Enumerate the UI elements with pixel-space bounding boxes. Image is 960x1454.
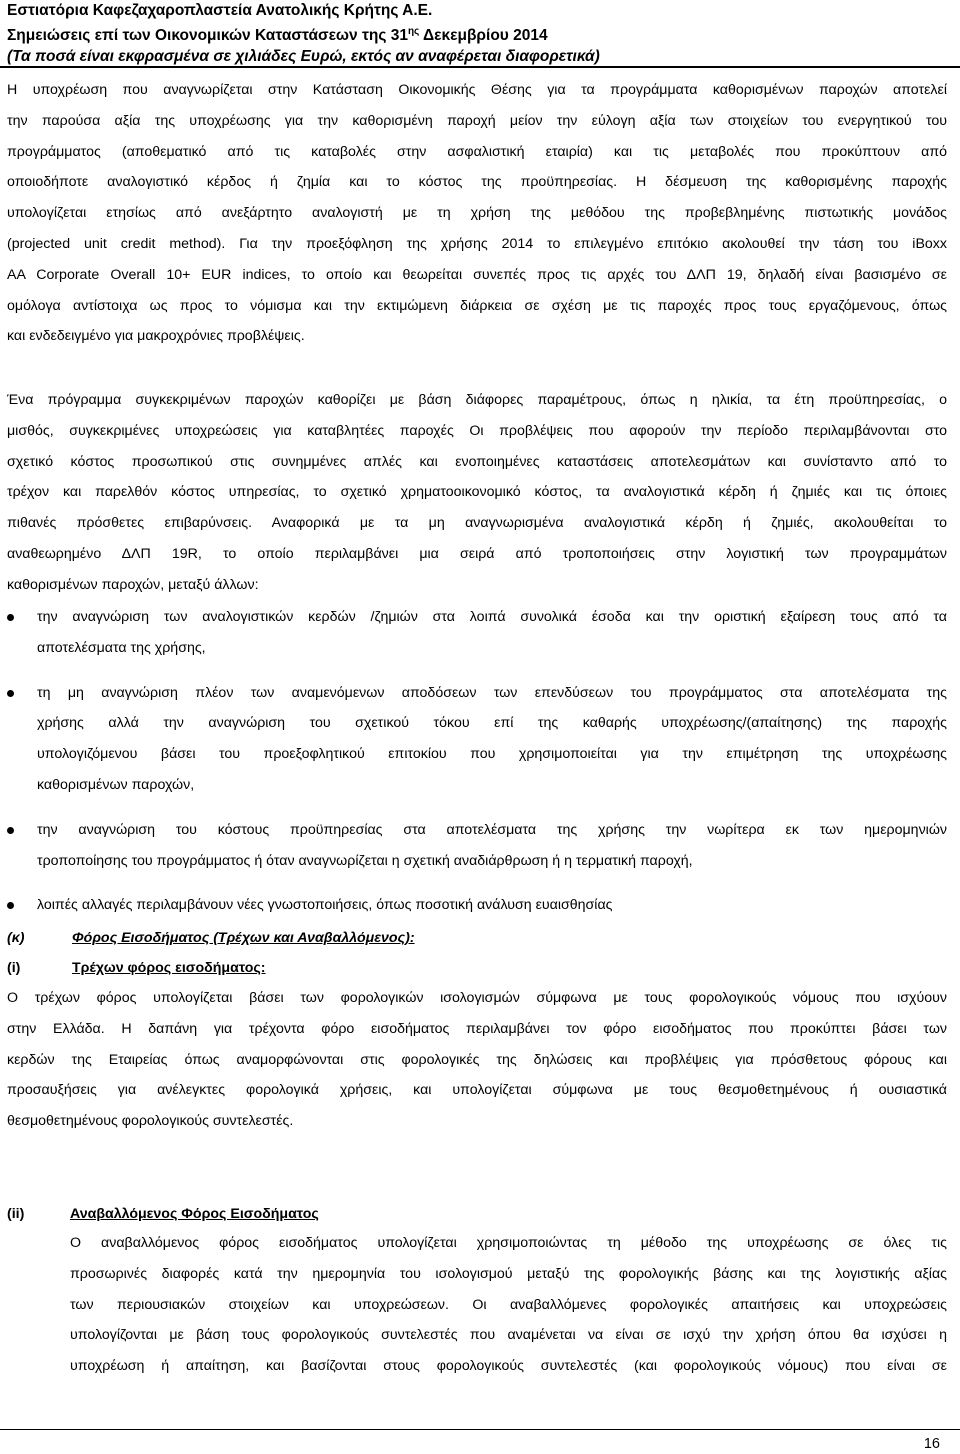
section-k-label: (κ) — [7, 930, 25, 946]
page-number: 16 — [923, 1436, 940, 1452]
text-line: Ο αναβαλλόμενος φόρος εισοδήματος υπολογίζεται χρησιμοποιώντας τη μέθοδο της υποχρέωσης σε όλες τις — [70, 1235, 947, 1251]
text-line: αναθεωρημένο ΔΛΠ 19R, το οποίο περιλαμβάνει μια σειρά από τροποποιήσεις στην λογιστική των προγραμμάτων — [7, 545, 947, 562]
text-line: πιθανές πρόσθετες επιβαρύνσεις. Αναφορικά με τα μη αναγνωρισμένα αναλογιστικά κέρδη ή ζημιές, ακολουθείται το — [7, 515, 947, 532]
section-ii-label: (ii) — [7, 1206, 25, 1222]
text-line: Ο τρέχων φόρος υπολογίζεται βάσει των φορολογικών ισολογισμών σύμφωνα με τους φορολογικούς νόμους που ισχύουν — [7, 990, 947, 1006]
text-line: θεσμοθετημένους φορολογικούς συντελεστές. — [7, 1113, 294, 1130]
text-line: και ενδεδειγμένο για μακροχρόνιες προβλέψεις. — [7, 328, 305, 345]
title-text: Σημειώσεις επί των Οικονομικών Καταστάσεων της 31 — [7, 27, 408, 45]
footer-rule — [0, 1429, 960, 1430]
text-line: λοιπές αλλαγές περιλαμβάνουν νέες γνωστοποιήσεις, όπως ποσοτική ανάλυση ευαισθησίας — [37, 897, 613, 914]
text-line: προγράμματος (αποθεματικό από τις καταβολές στην ασφαλιστική εταιρία) και τις μεταβολές που προκύπτουν από — [7, 143, 947, 160]
text-line: υποχρέωση ή απαίτηση, και βασίζονται στους φορολογικούς συντελεστές (και φορολογικούς νόμους) που είναι σε — [70, 1358, 947, 1375]
text-line: οποιοδήποτε αναλογιστικό κέρδος ή ζημία και το κόστος της προϋπηρεσίας. Η δέσμευση της καθορισμένης παροχής — [7, 174, 947, 191]
section-k-title: Φόρος Εισοδήματος (Τρέχων και Αναβαλλόμενος): — [72, 930, 415, 946]
document-title — [7, 21, 600, 46]
bullet-icon — [7, 902, 14, 909]
text-line: Ένα πρόγραμμα συγκεκριμένων παροχών καθορίζει με βάση διάφορες παραμέτρους, όπως η ηλικία, τα έτη προϋπηρεσίας, ο — [7, 392, 947, 408]
text-line: AA Corporate Overall 10+ EUR indices, το οποίο και θεωρείται συνεπές προς τις αρχές του ΔΛΠ 19, δηλαδή είναι βασισμένο σε — [7, 266, 947, 283]
company-name: Εστιατόρια Καφεζαχαροπλαστεία Ανατολικής Κρήτης Α.Ε. — [7, 2, 433, 19]
text-line: προσωρινές διαφορές κατά την ημερομηνία του ισολογισμού μεταξύ της φορολογικής βάσης και της λογιστικής αξίας — [70, 1265, 947, 1282]
text-line: τροποποίησης του προγράμματος ή όταν αναγνωρίζεται η σχετική αναδιάρθρωση ή η τερματική παροχή, — [37, 852, 693, 869]
text-line: καθορισμένων παροχών, μεταξύ άλλων: — [7, 576, 259, 593]
section-ii-title: Αναβαλλόμενος Φόρος Εισοδήματος — [70, 1206, 319, 1222]
text-line: στην Ελλάδα. Η δαπάνη για τρέχοντα φόρο εισοδήματος περιλαμβάνει τον φόρο εισοδήματος που προκύπτει βάσει των — [7, 1020, 947, 1037]
text-line: αποτελέσματα της χρήσης, — [37, 639, 206, 656]
list-item — [7, 890, 947, 921]
text-line: σχετικό κόστος προσωπικού στις συνημμένες απλές και ενοποιημένες καταστάσεις αποτελεσμάτων και συνίσταντο από το — [7, 453, 947, 470]
text-line: των περιουσιακών στοιχείων και υποχρεώσεων. Οι αναβαλλόμενες φορολογικές απαιτήσεις και υποχρεώσεις — [70, 1296, 947, 1313]
list-item — [7, 602, 947, 664]
text-line: τρέχον και παρελθόν κόστος υπηρεσίας, το σχετικό χρηματοοικονομικό κόστος, τα αναλογιστικά κέρδη ή ζημιές και τις όποιες — [7, 484, 947, 501]
paragraph-benefit-plan — [7, 385, 947, 601]
section-i-title: Τρέχων φόρος εισοδήματος: — [72, 960, 266, 976]
text-line: υπολογιζόμενου βάσει του προεξοφλητικού επιτοκίου που χρησιμοποιείται για την επιμέτρηση της υποχρέωσης — [37, 746, 947, 763]
text-line: την παρούσα αξία της υποχρέωσης για την καθορισμένη παροχή μείον την εύλογη αξία των στοιχείων του ενεργητικού του — [7, 112, 947, 129]
text-line: ομόλογα αντίστοιχα ως προς το νόμισμα και την εκτιμώμενη διάρκεια σε σχέση με τις παροχές προς τους εργαζόμενους, όπως — [7, 297, 947, 314]
bullet-icon — [7, 614, 14, 621]
section-i-heading — [7, 958, 266, 978]
text-line: την αναγνώριση του κόστους προϋπηρεσίας στα αποτελέσματα της χρήσης την νωρίτερα εκ των ημερομηνιών — [37, 821, 947, 838]
text-line: την αναγνώριση των αναλογιστικών κερδών /ζημιών στα λοιπά συνολικά έσοδα και την οριστική εξαίρεση τους από τα — [37, 609, 947, 625]
text-line: υπολογίζονται με βάση τους φορολογικούς συντελεστές που αναμένεται να είναι σε ισχύ την χρήση όπου θα ισχύσει η — [70, 1327, 947, 1344]
list-item — [7, 678, 947, 801]
paragraph-current-tax — [7, 983, 947, 1137]
text-line: μισθός, συγκεκριμένες υποχρεώσεις για καταβλητέες παροχές Οι προβλέψεις που αφορούν την περίοδο περιλαμβάνονται στο — [7, 422, 947, 439]
text-line: τη μη αναγνώριση πλέον των αναμενόμενων αποδόσεων των επενδύσεων του προγράμματος στα αποτελέσματα της — [37, 684, 947, 701]
text-line: κερδών της Εταιρείας όπως αναμορφώνονται στις φορολογικές της δηλώσεις και προβλέψεις για πρόσθετους φόρους και — [7, 1051, 947, 1068]
section-ii-heading — [7, 1204, 319, 1224]
header-rule — [0, 66, 960, 68]
text-line: (projected unit credit method). Για την προεξόφληση της χρήσης 2014 το επιλεγμένο επιτόκιο ακολουθεί την τάση του iBoxx — [7, 235, 947, 252]
document-subtitle: (Τα ποσά είναι εκφρασμένα σε χιλιάδες Ευρώ, εκτός αν αναφέρεται διαφορετικά) — [7, 48, 600, 66]
page-header — [7, 0, 600, 67]
text-line: υπολογίζεται ετησίως από ανεξάρτητο αναλογιστή με τη χρήση της μεθόδου της προβεβλημένης πιστωτικής μονάδος — [7, 205, 947, 222]
text-line: Η υποχρέωση που αναγνωρίζεται στην Κατάσταση Οικονομικής Θέσης για τα προγράμματα καθορισμένων παροχών αποτελεί — [7, 82, 947, 98]
bullet-icon — [7, 690, 14, 697]
bullet-list — [7, 602, 947, 935]
title-superscript: ης — [407, 26, 420, 37]
paragraph-obligation — [7, 75, 947, 352]
text-line: καθορισμένων παροχών, — [37, 776, 195, 793]
text-line: χρήσης αλλά την αναγνώριση του σχετικού τόκου επί της καθαρής υποχρέωσης/(απαίτησης) της παροχής — [37, 715, 947, 732]
bullet-icon — [7, 827, 14, 834]
paragraph-deferred-tax — [70, 1228, 947, 1382]
list-item — [7, 815, 947, 877]
title-date: Δεκεμβρίου 2014 — [419, 27, 548, 45]
text-line: προσαυξήσεις για ανέλεγκτες φορολογικά χρήσεις, και υπολογίζεται σύμφωνα με τους θεσμοθετημένους ή ουσιαστικά — [7, 1082, 947, 1099]
section-k-heading — [7, 928, 415, 948]
section-i-label: (i) — [7, 960, 21, 976]
